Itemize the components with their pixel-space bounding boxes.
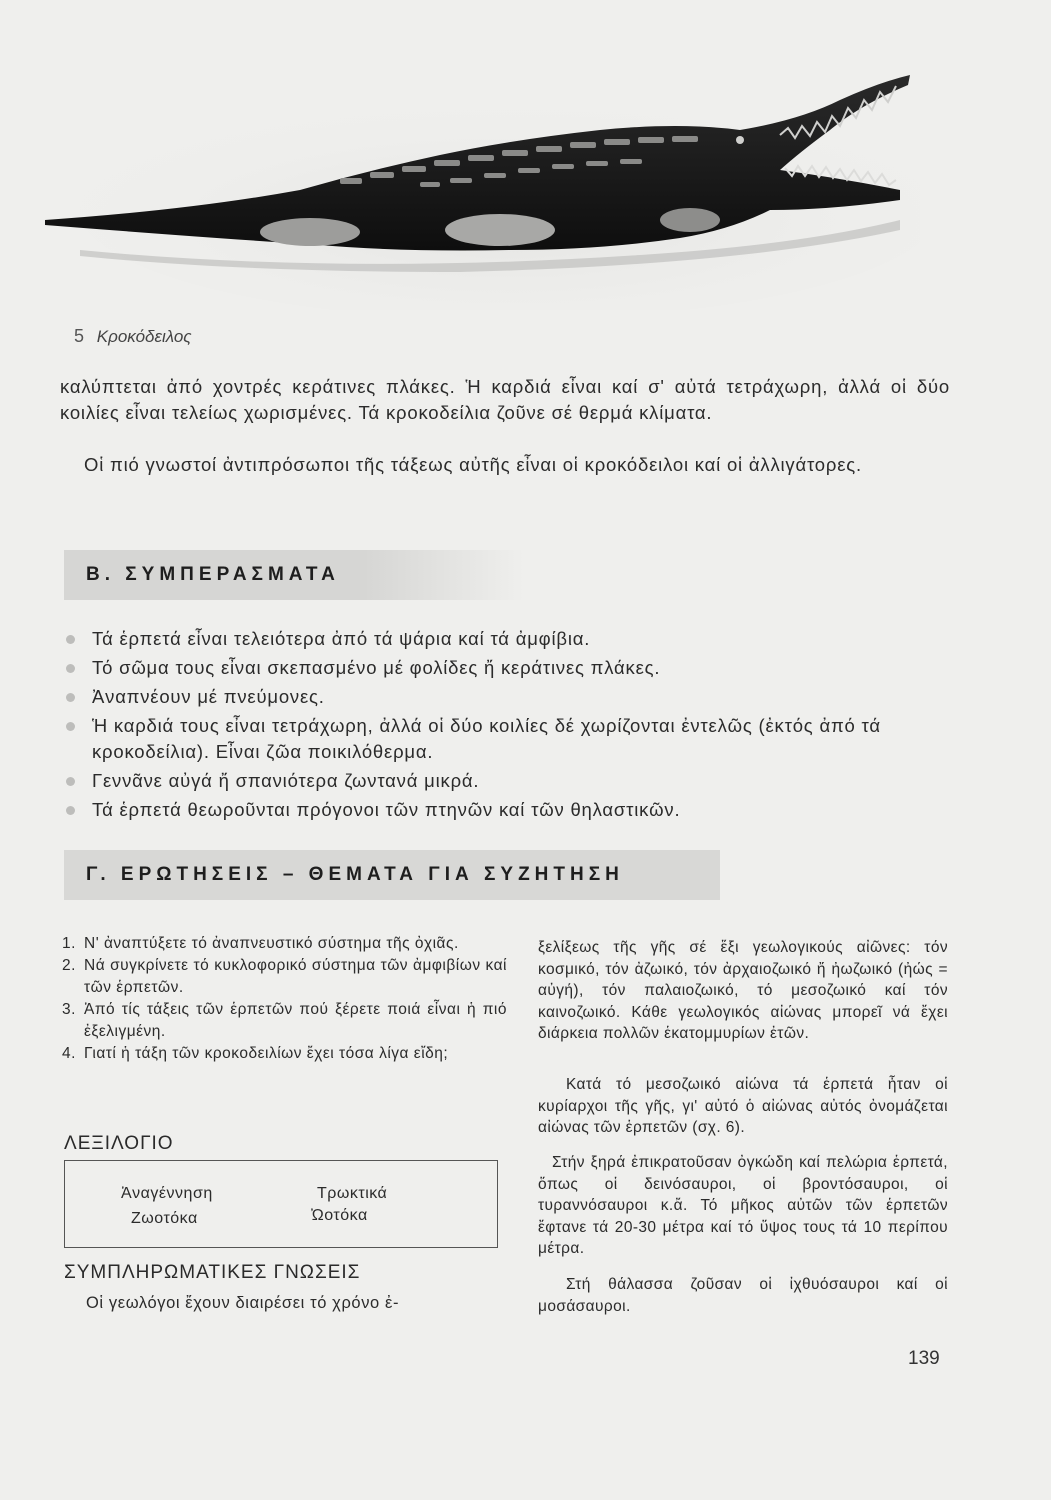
bullet-icon <box>66 806 75 815</box>
bullet-icon <box>66 777 75 786</box>
list-item: Τά ἑρπετά εἶναι τελειότερα ἀπό τά ψάρια καί τά ἀμφίβια. <box>66 626 966 652</box>
bullet-icon <box>66 722 75 731</box>
crocodile-illustration <box>40 60 920 310</box>
list-item: Γεννᾶνε αὐγά ἤ σπανιότερα ζωντανά μικρά. <box>66 768 966 794</box>
questions-list <box>62 933 507 1065</box>
bullet-icon <box>66 635 75 644</box>
question-item: 2. Νά συγκρίνετε τό κυκλοφορικό σύστημα τῶν ἀμφιβίων καί τῶν ἑρπετῶν. <box>62 957 507 996</box>
figure-caption <box>74 326 192 347</box>
supplementary-title: ΣΥΜΠΛΗΡΩΜΑΤΙΚΕΣ ΓΝΩΣΕΙΣ <box>64 1262 361 1283</box>
body-paragraph-2: Οἱ πιό γνωστοί ἀντιπρόσωποι τῆς τάξεως αὐτῆς εἶναι οἱ κροκόδειλοι καί οἱ ἀλλιγάτορες. <box>84 454 862 475</box>
list-item: Τά ἑρπετά θεωροῦνται πρόγονοι τῶν πτηνῶν καί τῶν θηλαστικῶν. <box>66 797 966 823</box>
figure-caption-text: Κροκόδειλος <box>96 327 192 346</box>
figure-number: 5 <box>74 326 85 346</box>
question-item: 3. Ἀπό τίς τάξεις τῶν ἑρπετῶν πού ξέρετε ποιά εἶναι ἡ πιό ἐξελιγμένη. <box>62 1001 507 1040</box>
lexicon-title: ΛΕΞΙΛΟΓΙΟ <box>64 1133 174 1154</box>
lexicon-term: Τρωκτικά <box>317 1185 388 1202</box>
question-item: 4. Γιατί ἡ τάξη τῶν κροκοδειλίων ἔχει τόσα λίγα εἴδη; <box>62 1045 449 1062</box>
supplementary-paragraph: Στήν ξηρά ἐπικρατοῦσαν ὀγκώδη καί πελώρια ἑρπετά, ὅπως οἱ δεινόσαυροι, οἱ βροντόσαυροι, οἱ τυραννόσαυροι κ.ἄ. Τό μῆκος αὐτῶν τῶν ἑρπετῶν ἔφτανε τά 20-30 μέτρα καί τό ὕψος τους τά 10 περίπου μέτρα. <box>538 1154 948 1257</box>
list-item: Ἡ καρδιά τους εἶναι τετράχωρη, ἀλλά οἱ δύο κοιλίες δέ χωρίζονται ἐντελῶς (ἐκτός ἀπό τά κροκοδείλια). Εἶναι ζῶα ποικιλόθερμα. <box>66 713 966 765</box>
conclusions-list <box>66 626 966 826</box>
supplementary-paragraph: Κατά τό μεσοζωικό αἰώνα τά ἑρπετά ἦταν οἱ κυρίαρχοι τῆς γῆς, γι' αὐτό ὁ αἰώνας αὐτός ὀνομάζεται αἰώνας τῶν ἑρπετῶν (σχ. 6). <box>538 1076 948 1136</box>
list-item: Τό σῶμα τους εἶναι σκεπασμένο μέ φολίδες ἤ κεράτινες πλάκες. <box>66 655 966 681</box>
lexicon-term: Ὠοτόκα <box>311 1207 368 1224</box>
supplementary-intro: Οἱ γεωλόγοι ἔχουν διαιρέσει τό χρόνο ἐ- <box>86 1294 400 1312</box>
supplementary-paragraph: ξελίξεως τῆς γῆς σέ ἕξι γεωλογικούς αἰῶνες: τόν κοσμικό, τόν ἀζωικό, τόν ἀρχαιοζωικό ἤ ἠωζωικό (ἠώς = αὐγή), τόν παλαιοζωικό, τό μεσοζωικό καί τόν καινοζωικό. Κάθε γεωλογικός αἰώνας μπορεῖ νά ἔχει διάρκεια πολλῶν ἑκατομμυρίων ἐτῶν. <box>538 939 948 1042</box>
section-g-heading: Γ. ΕΡΩΤΗΣΕΙΣ – ΘΕΜΑΤΑ ΓΙΑ ΣΥΖΗΤΗΣΗ <box>64 850 720 900</box>
lexicon-term: Ζωοτόκα <box>131 1210 198 1227</box>
question-item: 1. Ν' ἀναπτύξετε τό ἀναπνευστικό σύστημα τῆς ὀχιᾶς. <box>62 935 459 952</box>
lexicon-term: Ἀναγέννηση <box>121 1185 213 1202</box>
supplementary-paragraph: Στή θάλασσα ζοῦσαν οἱ ἰχθυόσαυροι καί οἱ μοσάσαυροι. <box>538 1276 948 1315</box>
page-number: 139 <box>908 1348 940 1369</box>
body-paragraph-1: καλύπτεται ἀπό χοντρές κεράτινες πλάκες. Ἡ καρδιά εἶναι καί σ' αὐτά τετράχωρη, ἀλλά οἱ δύο κοιλίες εἶναι τελείως χωρισμένες. Τά κροκοδείλια ζοῦνε σέ θερμά κλίματα. <box>60 376 950 423</box>
bullet-icon <box>66 664 75 673</box>
bullet-icon <box>66 693 75 702</box>
section-b-heading: Β. ΣΥΜΠΕΡΑΣΜΑΤΑ <box>64 550 524 600</box>
list-item: Ἀναπνέουν μέ πνεύμονες. <box>66 684 966 710</box>
lexicon-box <box>64 1160 498 1248</box>
